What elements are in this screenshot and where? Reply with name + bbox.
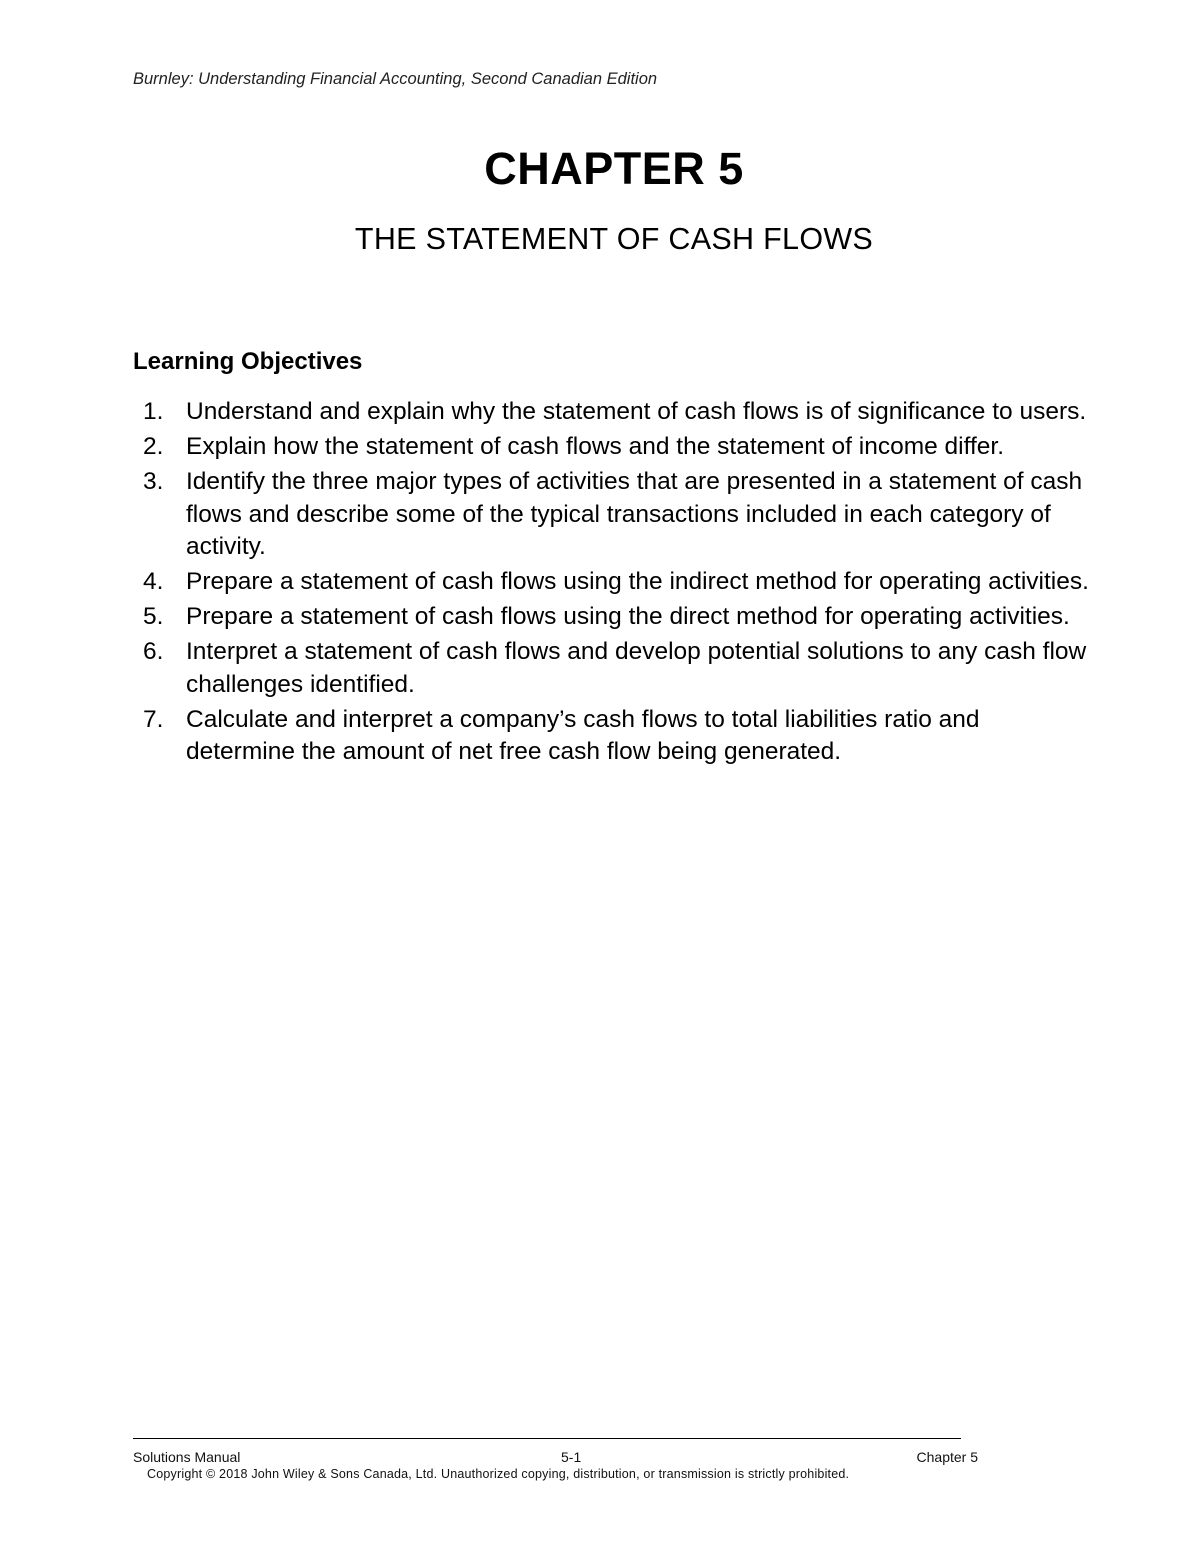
objective-number: 1. xyxy=(143,398,164,425)
footer-divider xyxy=(133,1438,961,1439)
objective-text: Interpret a statement of cash flows and develop potential solutions to any cash flow challenges identified. xyxy=(186,638,1087,698)
objective-text: Explain how the statement of cash flows and the statement of income differ. xyxy=(186,433,1005,460)
objective-text: Prepare a statement of cash flows using the indirect method for operating activities. xyxy=(186,568,1089,595)
chapter-subtitle: THE STATEMENT OF CASH FLOWS xyxy=(354,222,874,256)
learning-objectives-heading: Learning Objectives xyxy=(133,348,363,375)
objective-item xyxy=(133,704,1093,769)
objective-item xyxy=(133,566,1093,599)
objective-number: 6. xyxy=(143,638,164,665)
page-number: 5-1 xyxy=(561,1449,582,1465)
objective-number: 5. xyxy=(143,603,164,630)
objective-text: Identify the three major types of activities that are presented in a statement of cash flows and describe some of the typical transactions included in each category of activity. xyxy=(186,468,1083,560)
objective-item xyxy=(133,636,1093,701)
objective-item xyxy=(133,431,1093,464)
objective-item xyxy=(133,601,1093,634)
objective-text: Calculate and interpret a company’s cash flows to total liabilities ratio and determine the amount of net free cash flow being generated. xyxy=(186,705,980,765)
objective-number: 3. xyxy=(143,468,164,495)
copyright-notice: Copyright © 2018 John Wiley & Sons Canada, Ltd. Unauthorized copying, distribution, or transmission is strictly prohibited. xyxy=(147,1467,850,1481)
objective-text: Understand and explain why the statement of cash flows is of significance to users. xyxy=(186,398,1087,425)
learning-objectives-list xyxy=(133,396,1093,771)
objective-number: 4. xyxy=(143,568,164,595)
objective-text: Prepare a statement of cash flows using the direct method for operating activities. xyxy=(186,603,1070,630)
running-header: Burnley: Understanding Financial Accounting, Second Canadian Edition xyxy=(133,70,658,88)
objective-item xyxy=(133,466,1093,564)
objective-number: 7. xyxy=(143,705,164,733)
footer-manual-label: Solutions Manual xyxy=(133,1449,241,1465)
footer-chapter-label: Chapter 5 xyxy=(916,1449,978,1465)
chapter-title: CHAPTER 5 xyxy=(484,143,744,194)
page-footer xyxy=(133,1449,978,1467)
objective-number: 2. xyxy=(143,433,164,460)
objective-item xyxy=(133,396,1093,429)
